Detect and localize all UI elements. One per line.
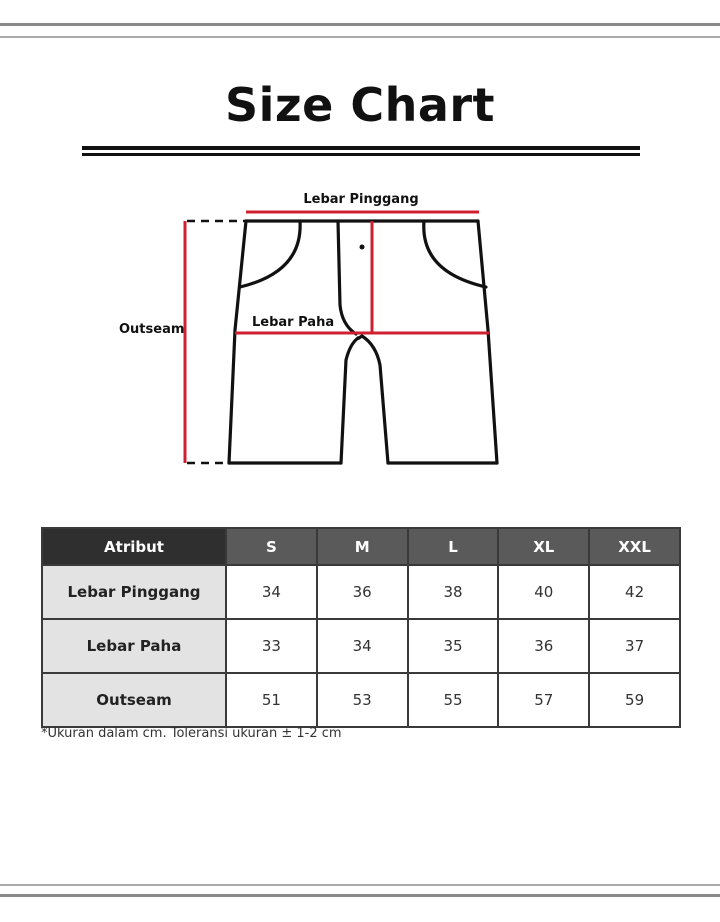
table-cell: 59 xyxy=(589,673,680,727)
size-table xyxy=(41,527,681,728)
title-rule xyxy=(82,146,640,150)
table-cell: 57 xyxy=(498,673,589,727)
footnote: *Ukuran dalam cm. Toleransi ukuran ± 1-2 cm xyxy=(41,726,342,741)
shorts-diagram xyxy=(0,180,720,480)
table-cell: 38 xyxy=(408,565,499,619)
table-cell: 35 xyxy=(408,619,499,673)
header-size-l: L xyxy=(408,528,499,565)
table-cell: 37 xyxy=(589,619,680,673)
thigh-label: Lebar Paha xyxy=(252,315,335,330)
top-border-line xyxy=(0,23,720,26)
row-label: Outseam xyxy=(42,673,226,727)
title-rule-2 xyxy=(82,153,640,156)
table-row xyxy=(42,673,680,727)
table-cell: 42 xyxy=(589,565,680,619)
header-atribut: Atribut xyxy=(42,528,226,565)
table-cell: 51 xyxy=(226,673,317,727)
header-size-m: M xyxy=(317,528,408,565)
waist-label: Lebar Pinggang xyxy=(303,192,419,207)
table-cell: 53 xyxy=(317,673,408,727)
page-title: Size Chart xyxy=(224,78,496,132)
table-cell: 55 xyxy=(408,673,499,727)
row-label: Lebar Paha xyxy=(42,619,226,673)
table-cell: 36 xyxy=(317,565,408,619)
table-cell: 33 xyxy=(226,619,317,673)
outseam-guides xyxy=(187,221,245,463)
bottom-border-line xyxy=(0,894,720,897)
header-size-s: S xyxy=(226,528,317,565)
table-cell: 34 xyxy=(317,619,408,673)
top-border-line-thin xyxy=(0,36,720,38)
header-size-xl: XL xyxy=(498,528,589,565)
table-cell: 36 xyxy=(498,619,589,673)
header-size-xxl: XXL xyxy=(589,528,680,565)
table-row xyxy=(42,619,680,673)
row-label: Lebar Pinggang xyxy=(42,565,226,619)
table-header-row xyxy=(42,528,680,565)
bottom-border-line-thin xyxy=(0,884,720,886)
shorts-outline xyxy=(229,221,497,463)
table-row xyxy=(42,565,680,619)
table-cell: 34 xyxy=(226,565,317,619)
outseam-label: Outseam xyxy=(119,322,185,337)
table-cell: 40 xyxy=(498,565,589,619)
button-dot xyxy=(360,245,365,250)
